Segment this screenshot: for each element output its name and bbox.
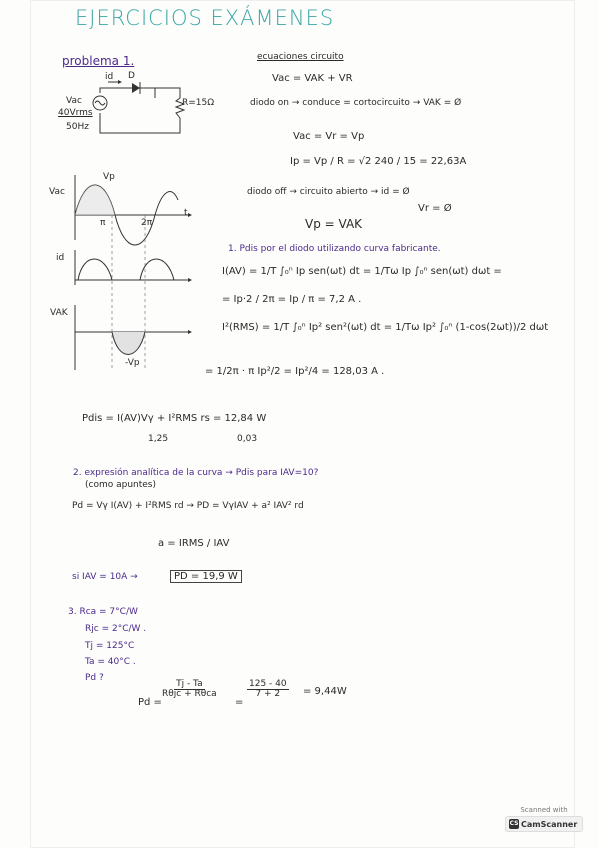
scanned-with-text: Scanned with: [520, 806, 568, 814]
graph-pi-label: π: [100, 218, 106, 228]
problem-1-heading: problema 1.: [62, 54, 135, 68]
tj-line: Tj = 125°C: [85, 641, 135, 651]
step-1-heading: 1. Pdis por el diodo utilizando curva fabricante.: [228, 244, 441, 254]
i-rms-result: = 1/2π · π Ip²/2 = Ip²/4 = 128,03 A .: [205, 366, 385, 377]
rca-line: 3. Rca = 7°C/W: [68, 607, 138, 617]
pdis-line: Pdis = I(AV)Vγ + I²RMS rs = 12,84 W: [82, 413, 267, 424]
graph-2pi-label: 2π: [141, 218, 153, 228]
circuit-diode-label: D: [128, 71, 135, 81]
eq-ip: Ip = Vp / R = √2 240 / 15 = 22,63A: [290, 156, 467, 167]
graph-neg-vp-label: -Vp: [125, 358, 140, 368]
step-2-note: (como apuntes): [85, 480, 157, 490]
circuit-vac-label: Vac: [66, 96, 82, 106]
camscanner-brand: CamScanner: [521, 819, 578, 829]
pd-line: Pd = Vγ I(AV) + I²RMS rd → PD = VγIAV + a² IAV² rd: [72, 501, 304, 511]
circuit-voltage-label: 40Vrms: [58, 108, 93, 118]
graph-vac-label: Vac: [49, 187, 65, 197]
i-rms-line: I²(RMS) = 1/T ∫₀ⁿ Ip² sen²(ωt) dt = 1/Tω Ip² ∫₀ⁿ (1-cos(2ωt))/2 dωt: [222, 322, 549, 333]
diode-on-line: diodo on → conduce = cortocircuito → VAK = Ø: [250, 98, 462, 108]
equals-sign: =: [235, 697, 244, 708]
eq-vr-vp: Vac = Vr = Vp: [293, 131, 365, 142]
pd-question: Pd ?: [85, 673, 104, 683]
camscanner-watermark: [505, 806, 583, 838]
camscanner-badge: [505, 816, 583, 832]
graph-vak-label: VAK: [50, 308, 68, 318]
pd-result-box: PD = 19,9 W: [170, 570, 242, 583]
graph-id-label: id: [56, 253, 65, 263]
equations-heading: ecuaciones circuito: [257, 52, 344, 62]
pd-fraction-2-numerator: 125 - 40: [249, 679, 287, 689]
eq-vr-zero: Vr = Ø: [418, 203, 452, 214]
pd-fraction-1: [160, 680, 219, 700]
eq-vac: Vac = VAK + VR: [272, 73, 353, 84]
i-av-line: I(AV) = 1/T ∫₀ⁿ Ip sen(ωt) dt = 1/Tω Ip ∫₀ⁿ sen(ωt) dωt =: [222, 266, 502, 277]
pd-result: = 9,44W: [303, 686, 347, 697]
step-2-heading: 2. expresión analítica de la curva → Pdis para IAV=10?: [73, 468, 319, 478]
pd-fraction-1-denominator: Rθjc + Rθca: [162, 689, 217, 700]
rjc-line: Rjc = 2°C/W .: [85, 624, 147, 634]
diode-off-line: diodo off → circuito abierto → id = Ø: [247, 187, 410, 197]
circuit-resistor-label: R=15Ω: [182, 98, 215, 108]
pdis-vgamma-value: 1,25: [148, 434, 169, 444]
page-title: EJERCICIOS EXÁMENES: [75, 6, 335, 30]
circuit-id-label: id: [105, 72, 114, 82]
si-iav-line: si IAV = 10A →: [72, 572, 138, 582]
pd-fraction-2: [247, 680, 289, 700]
pd-fraction-2-denominator: 7 + 2: [255, 689, 281, 700]
circuit-frequency-label: 50Hz: [66, 122, 89, 132]
graph-t-label: t: [184, 208, 188, 218]
eq-vp-vak: Vp = VAK: [305, 217, 363, 231]
camscanner-logo-icon: CS: [509, 820, 519, 827]
pd-formula-label: Pd =: [138, 697, 162, 708]
i-av-result: = Ip·2 / 2π = Ip / π = 7,2 A .: [222, 294, 362, 305]
ta-line: Ta = 40°C .: [85, 657, 136, 667]
pd-fraction-1-numerator: Tj - Ta: [176, 679, 203, 689]
pdis-rs-value: 0,03: [237, 434, 258, 444]
a-line: a = IRMS / IAV: [158, 538, 230, 549]
waveform-graphs: [50, 170, 195, 370]
graph-vp-label: Vp: [103, 172, 115, 182]
